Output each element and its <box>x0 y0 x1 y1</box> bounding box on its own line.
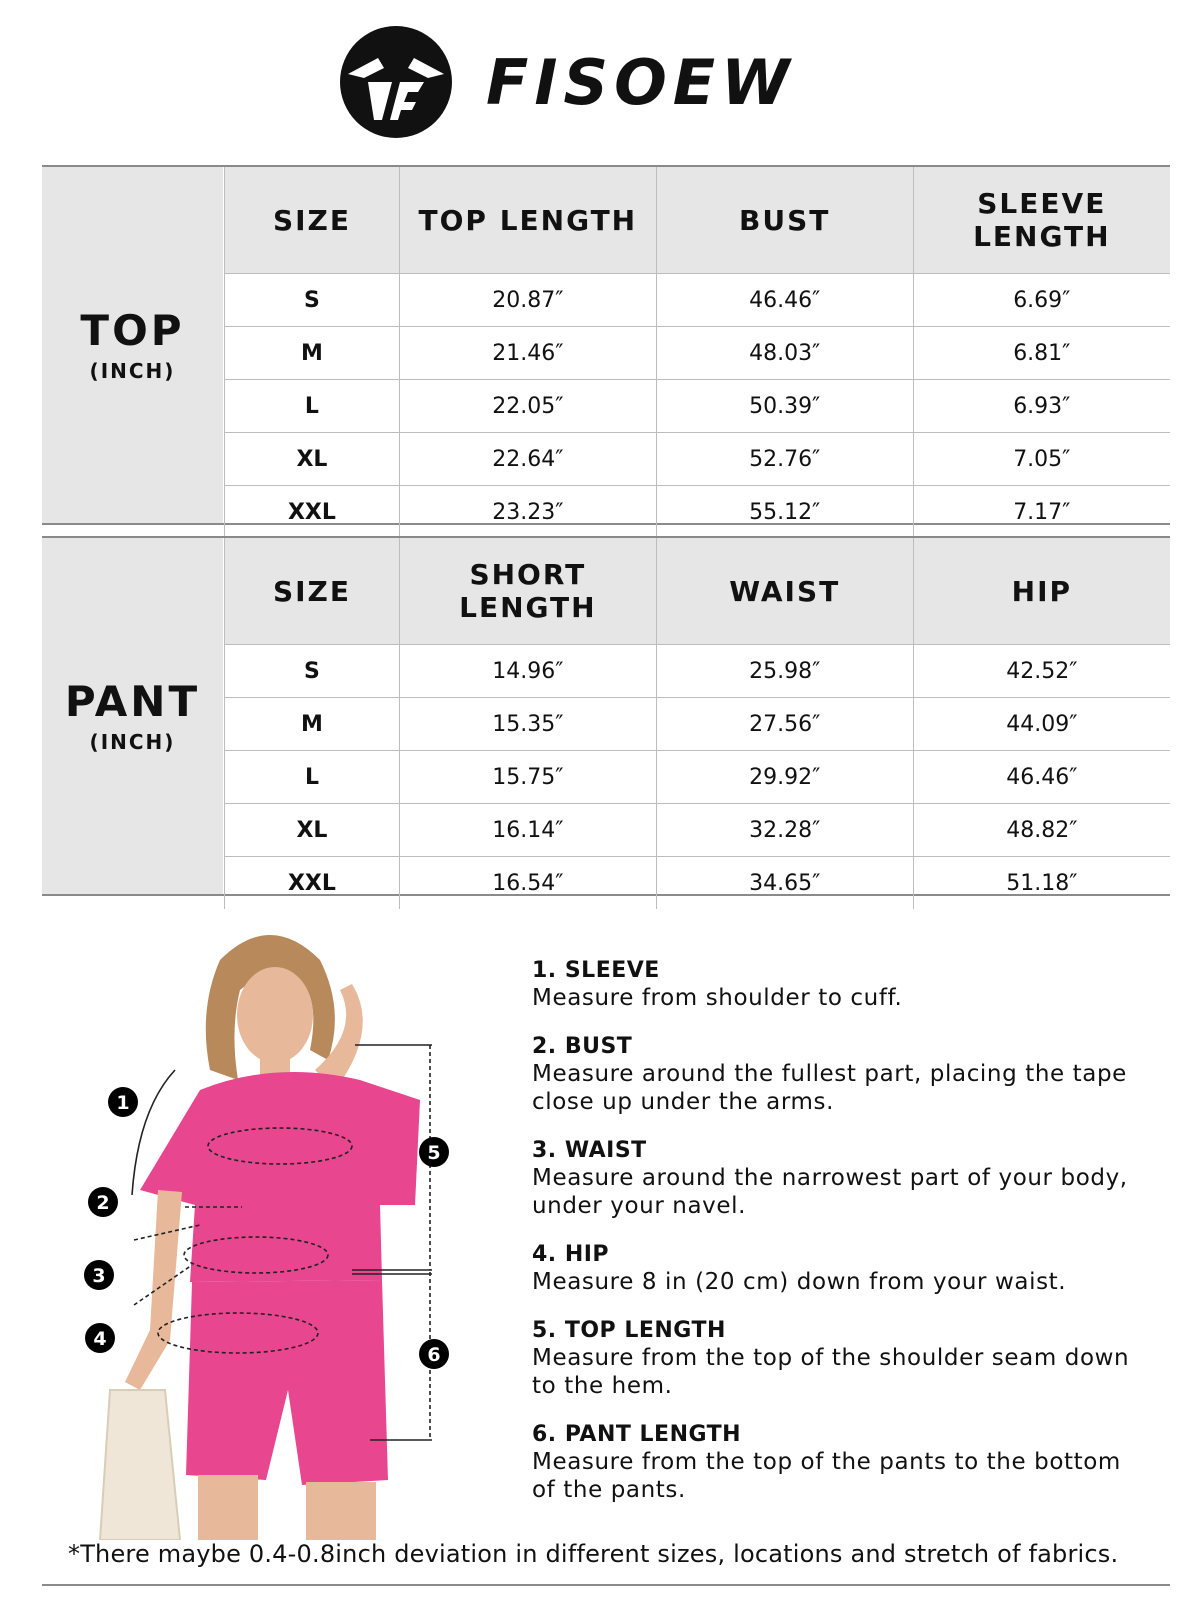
hip-cell: 51.18″ <box>913 857 1170 910</box>
bust-cell: 55.12″ <box>656 486 913 539</box>
bust-cell: 46.46″ <box>656 274 913 327</box>
column-header: SHORT LENGTH <box>399 538 656 645</box>
instruction-text: Measure 8 in (20 cm) down from your waist. <box>532 1269 1067 1295</box>
brand-logo <box>338 24 858 140</box>
measurement-instructions <box>532 958 1132 1526</box>
sleeve-length-cell: 7.05″ <box>913 433 1170 486</box>
table-row <box>225 486 1171 539</box>
instruction-text: Measure from shoulder to cuff. <box>532 985 903 1011</box>
instruction-item <box>532 1318 1132 1400</box>
table-header-row <box>225 538 1171 645</box>
size-cell: M <box>225 698 400 751</box>
size-cell: L <box>225 380 400 433</box>
instruction-title: 1. SLEEVE <box>532 958 660 983</box>
column-header: SIZE <box>225 538 400 645</box>
size-cell: L <box>225 751 400 804</box>
column-header: SIZE <box>225 167 400 274</box>
table-row <box>225 327 1171 380</box>
marker-3 <box>84 1260 114 1290</box>
top-chart-title: TOP <box>80 306 185 355</box>
instruction-item <box>532 1422 1132 1504</box>
instruction-title: 4. HIP <box>532 1242 610 1267</box>
table-row <box>225 698 1171 751</box>
marker-5 <box>419 1137 449 1167</box>
pant-chart-unit: (INCH) <box>89 730 176 754</box>
short-length-cell: 14.96″ <box>399 645 656 698</box>
svg-text:1: 1 <box>116 1092 130 1114</box>
table-row <box>225 380 1171 433</box>
column-header: TOP LENGTH <box>399 167 656 274</box>
pant-chart-title: PANT <box>64 677 201 726</box>
svg-text:5: 5 <box>427 1142 441 1164</box>
sleeve-length-cell: 7.17″ <box>913 486 1170 539</box>
table-row <box>225 433 1171 486</box>
column-header: WAIST <box>656 538 913 645</box>
table-row <box>225 857 1171 910</box>
svg-text:6: 6 <box>427 1344 441 1366</box>
instruction-text: Measure around the fullest part, placing the tape close up under the arms. <box>532 1061 1127 1115</box>
table-row <box>225 645 1171 698</box>
waist-cell: 27.56″ <box>656 698 913 751</box>
waist-cell: 29.92″ <box>656 751 913 804</box>
table-row <box>225 274 1171 327</box>
size-cell: XXL <box>225 486 400 539</box>
instruction-text: Measure from the top of the shoulder seam down to the hem. <box>532 1345 1130 1399</box>
table-row <box>225 804 1171 857</box>
top-length-cell: 22.05″ <box>399 380 656 433</box>
pant-size-table <box>224 538 1170 909</box>
pant-size-chart <box>42 536 1170 896</box>
bust-cell: 52.76″ <box>656 433 913 486</box>
top-size-chart <box>42 165 1170 525</box>
marker-4 <box>85 1323 115 1353</box>
size-cell: XL <box>225 433 400 486</box>
sleeve-length-cell: 6.81″ <box>913 327 1170 380</box>
short-length-cell: 16.14″ <box>399 804 656 857</box>
instruction-title: 6. PANT LENGTH <box>532 1422 742 1447</box>
brand-name: FISOEW <box>486 46 796 119</box>
instruction-title: 3. WAIST <box>532 1138 647 1163</box>
size-cell: M <box>225 327 400 380</box>
top-chart-label <box>42 167 223 523</box>
instruction-item <box>532 1138 1132 1220</box>
marker-2 <box>88 1187 118 1217</box>
short-length-cell: 16.54″ <box>399 857 656 910</box>
deviation-note: *There maybe 0.4-0.8inch deviation in different sizes, locations and stretch of fabrics. <box>68 1540 1119 1568</box>
waist-cell: 32.28″ <box>656 804 913 857</box>
top-size-table <box>224 167 1170 538</box>
table-header-row <box>225 167 1171 274</box>
sleeve-length-cell: 6.93″ <box>913 380 1170 433</box>
svg-text:4: 4 <box>93 1328 107 1350</box>
column-header: SLEEVE LENGTH <box>913 167 1170 274</box>
instruction-text: Measure from the top of the pants to the bottom of the pants. <box>532 1449 1121 1503</box>
brand-emblem-icon <box>338 24 454 140</box>
short-length-cell: 15.75″ <box>399 751 656 804</box>
waist-cell: 25.98″ <box>656 645 913 698</box>
size-cell: S <box>225 274 400 327</box>
marker-6 <box>419 1339 449 1369</box>
instruction-title: 2. BUST <box>532 1034 633 1059</box>
top-length-cell: 21.46″ <box>399 327 656 380</box>
top-length-cell: 22.64″ <box>399 433 656 486</box>
waist-cell: 34.65″ <box>656 857 913 910</box>
hip-cell: 48.82″ <box>913 804 1170 857</box>
top-length-cell: 20.87″ <box>399 274 656 327</box>
bust-cell: 48.03″ <box>656 327 913 380</box>
hip-cell: 44.09″ <box>913 698 1170 751</box>
top-length-cell: 23.23″ <box>399 486 656 539</box>
table-row <box>225 751 1171 804</box>
instruction-item <box>532 1242 1132 1296</box>
instruction-item <box>532 958 1132 1012</box>
model-measurement-figure <box>70 920 490 1540</box>
hip-cell: 42.52″ <box>913 645 1170 698</box>
short-length-cell: 15.35″ <box>399 698 656 751</box>
size-cell: XXL <box>225 857 400 910</box>
bust-cell: 50.39″ <box>656 380 913 433</box>
svg-text:2: 2 <box>96 1192 110 1214</box>
column-header: HIP <box>913 538 1170 645</box>
size-cell: S <box>225 645 400 698</box>
top-chart-unit: (INCH) <box>89 359 176 383</box>
instruction-item <box>532 1034 1132 1116</box>
marker-1 <box>108 1087 138 1117</box>
pant-chart-label <box>42 538 223 894</box>
instruction-text: Measure around the narrowest part of your body, under your navel. <box>532 1165 1128 1219</box>
size-cell: XL <box>225 804 400 857</box>
sleeve-length-cell: 6.69″ <box>913 274 1170 327</box>
svg-text:3: 3 <box>92 1265 106 1287</box>
bottom-divider <box>42 1584 1170 1586</box>
column-header: BUST <box>656 167 913 274</box>
instruction-title: 5. TOP LENGTH <box>532 1318 726 1343</box>
hip-cell: 46.46″ <box>913 751 1170 804</box>
